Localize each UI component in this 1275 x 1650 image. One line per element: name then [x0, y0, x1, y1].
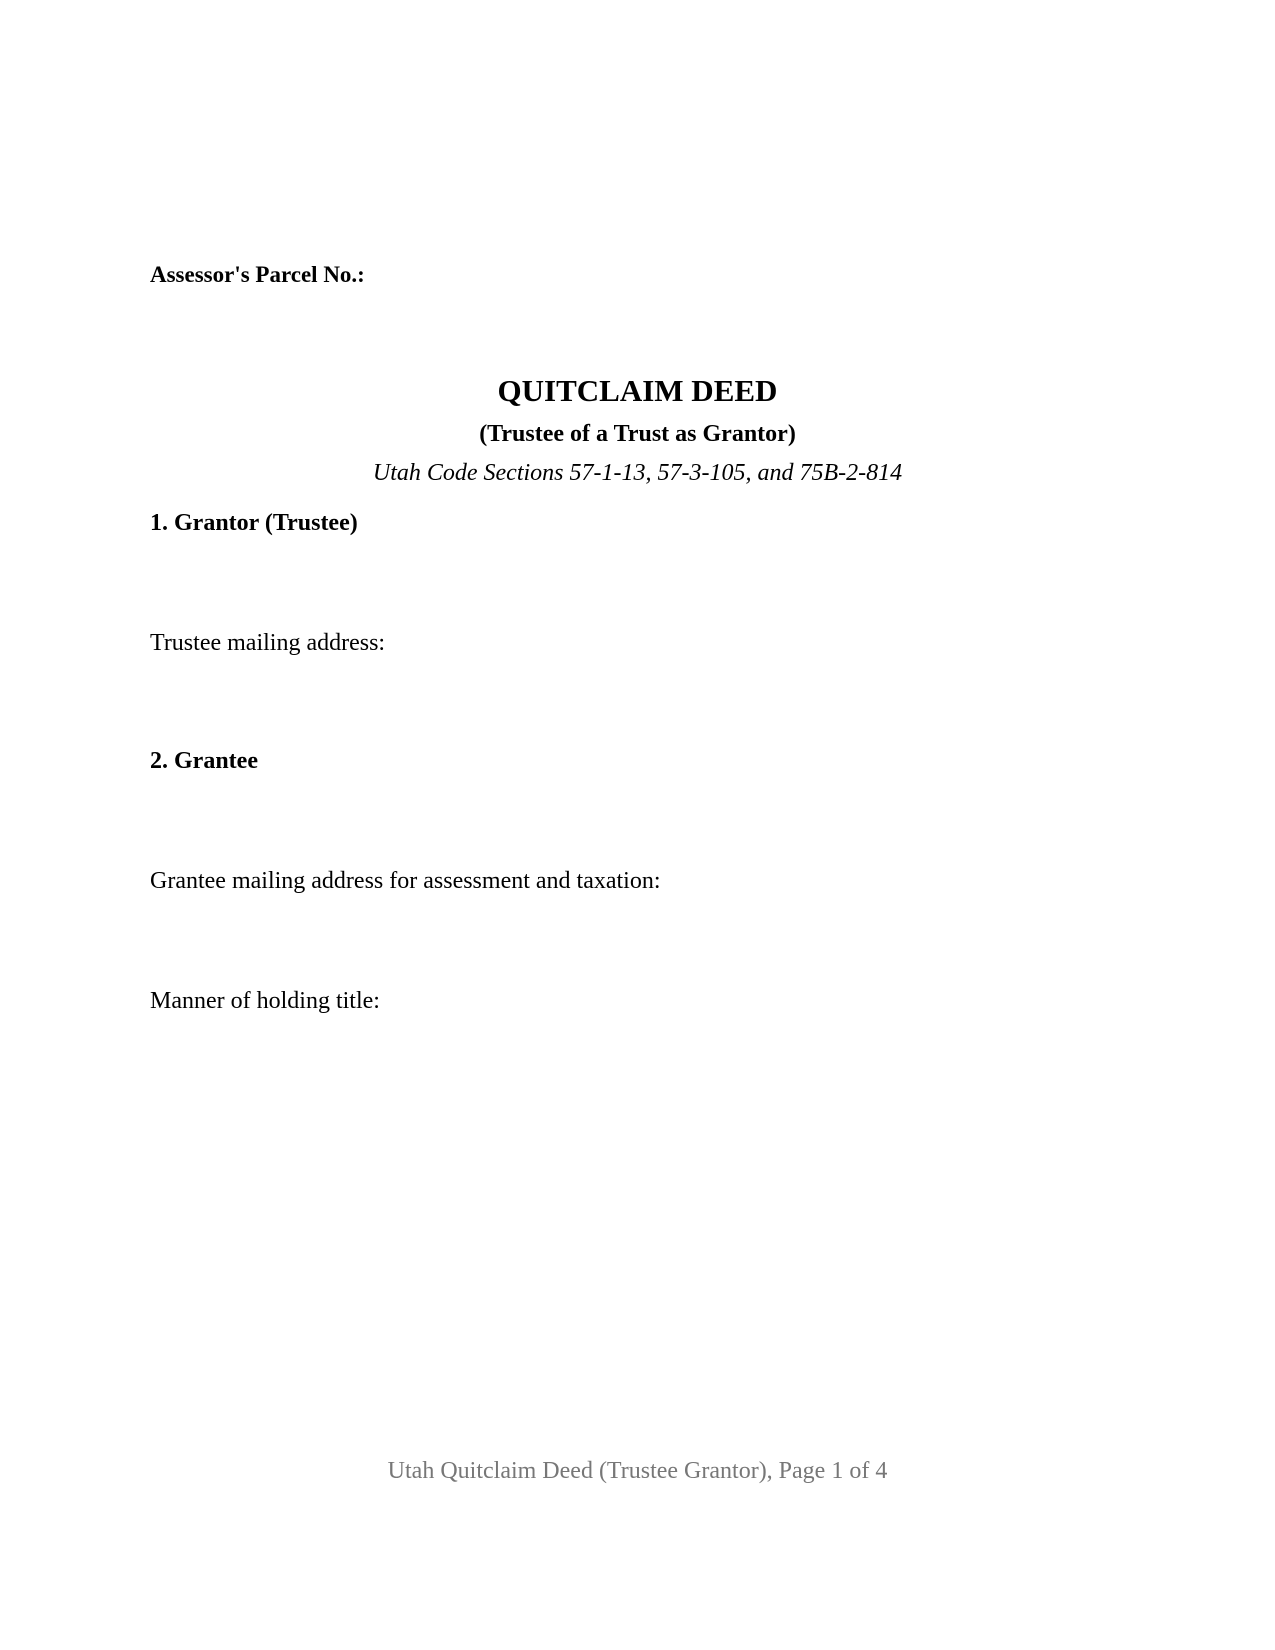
page-footer: Utah Quitclaim Deed (Trustee Grantor), Page 1 of 4: [387, 1458, 888, 1484]
grantee-mailing-address-label: Grantee mailing address for assessment and taxation:: [150, 868, 661, 894]
document-title: QUITCLAIM DEED: [497, 373, 778, 408]
section-heading-grantee: 2. Grantee: [150, 748, 258, 774]
document-subtitle: (Trustee of a Trust as Grantor): [479, 421, 796, 447]
parcel-number-label: Assessor's Parcel No.:: [150, 262, 365, 287]
section-heading-grantor: 1. Grantor (Trustee): [150, 510, 358, 536]
manner-of-holding-title-label: Manner of holding title:: [150, 988, 380, 1014]
statute-reference: Utah Code Sections 57-1-13, 57-3-105, and 75B-2-814: [372, 460, 903, 486]
trustee-mailing-address-label: Trustee mailing address:: [150, 630, 386, 656]
